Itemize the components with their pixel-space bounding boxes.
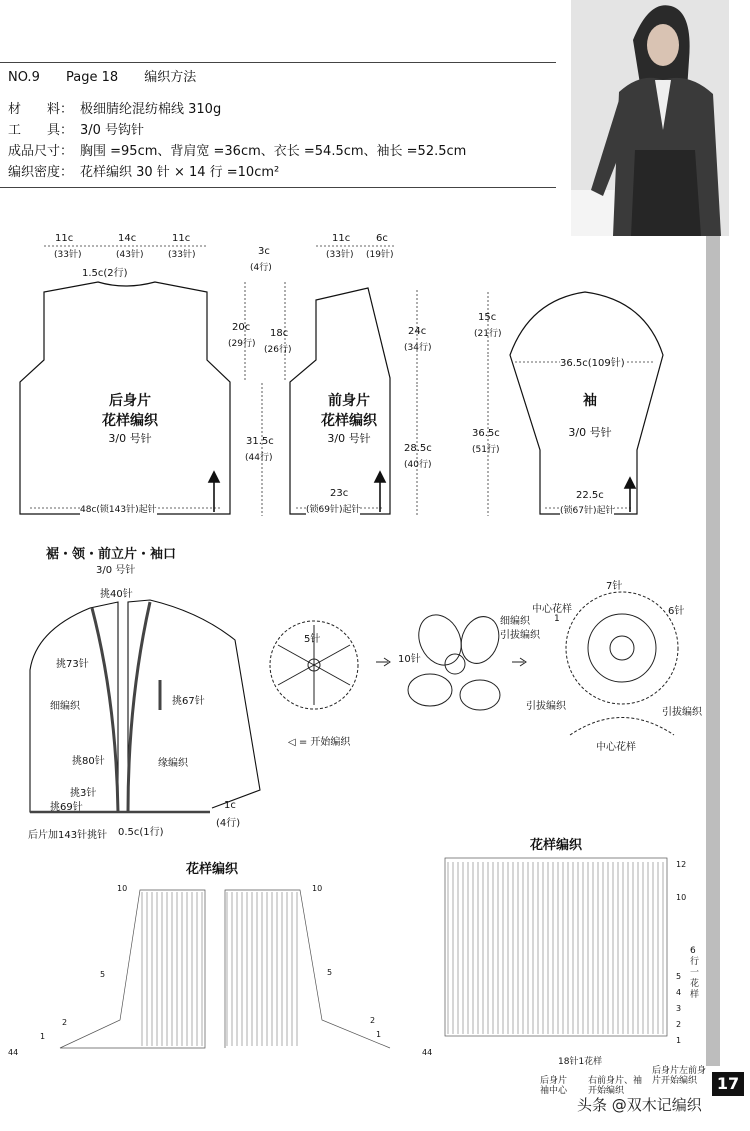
chart-right-back-start: 后身片左前身片开始编织 [652,1066,707,1086]
front-armhole-rows: (26行) [264,345,292,355]
back-body: 31.5c [246,436,274,447]
chart-right-row-3: 3 [676,1004,682,1013]
flower-center-bottom: 中心花样 [596,742,636,753]
chart-right-row-4: 4 [676,988,682,997]
edging-pick-40: 挑40针 [100,589,133,600]
flower-slip-right: 引拔编织 [662,707,702,718]
back-dim-3: 11c [172,233,191,244]
chart-right-row-2: 2 [676,1020,682,1029]
flower-slip: 引拔编织 [500,630,540,641]
back-armhole-rows: (29行) [228,339,256,349]
spec-material: 材 料： 极细腈纶混纺棉线 310g [8,102,222,117]
section-title: 编织方法 [144,70,197,85]
front-bottom: 23c [330,488,349,499]
chart-mid-row-1: 1 [376,1030,382,1039]
sleeve-bottom-sts: (锁67针)起针 [560,503,614,516]
back-dim-1: 11c [55,233,74,244]
back-dim-2: 14c [118,233,137,244]
chart-right-front-start: 右前身片、袖开始编织 [588,1076,643,1096]
back-armhole: 20c [232,322,251,333]
flower-legend: ◁ = 开始编织 [288,737,351,748]
sleeve-label: 袖 3/0 号针 [568,393,612,439]
sleeve-cap: 15c [478,312,497,323]
back-sts-2: (43针) [116,250,144,260]
chart-left-row-2: 2 [62,1018,68,1027]
front-body: 28.5c [404,443,432,454]
back-sts-3: (33针) [168,250,196,260]
edging-4-rows: (4行) [216,818,241,829]
edging-half-cm: 0.5c(1行) [118,827,164,838]
chart-left-row-1: 1 [40,1032,46,1041]
edging-title: 裾・领・前立片・袖口 [46,547,177,562]
flower-6-sts: 6针 [668,606,685,617]
flower-5-sts: 5针 [304,634,321,645]
sleeve-length-rows: (51行) [472,445,500,455]
edging-pick-67: 挑67针 [172,696,205,707]
back-body-rows: (44行) [245,453,273,463]
chart-mid-row-2: 2 [370,1016,376,1025]
chart-right-title: 花样编织 [530,838,583,853]
flower-7-sts: 7针 [606,581,623,592]
spec-gauge: 编织密度： 花样编织 30 针 × 14 行 =10cm² [8,165,280,180]
chart-left-title: 花样编织 [186,862,239,877]
chart-left-row-44: 44 [8,1048,19,1057]
front-neck-rows: (34行) [404,343,432,353]
front-neck: 24c [408,326,427,337]
front-body-rows: (40行) [404,460,432,470]
edging-pick-69: 挑69针 [50,802,83,813]
chart-left-row-10: 10 [117,884,128,893]
chart-right-row-5: 5 [676,972,682,981]
edging-sc: 细编织 [50,701,80,712]
edging-pick-3: 挑3针 [70,788,97,799]
back-sts-1: (33针) [54,250,82,260]
edging-pick-80: 挑80针 [72,756,105,767]
front-shoulder: 3c [258,246,270,257]
edging-1c: 1c [224,800,236,811]
front-sts-2: (19针) [366,250,394,260]
chart-right-row-10: 10 [676,893,687,902]
chart-mid-row-10: 10 [312,884,323,893]
edging-back-143: 后片加143针挑针 [28,830,108,841]
front-shoulder-rows: (4行) [250,263,272,273]
sleeve-bottom: 22.5c [576,490,604,501]
flower-slip-left: 引拔编织 [526,701,566,712]
spec-tool: 工 具： 3/0 号钩针 [8,123,145,138]
front-armhole: 18c [270,328,289,339]
chart-right-row-1: 1 [676,1036,682,1045]
edging-border: 缘编织 [158,758,188,769]
front-bottom-sts: (锁69针)起针 [306,502,360,515]
sleeve-width: 36.5c(109针) [560,354,625,369]
front-piece-label: 前身片 花样编织 3/0 号针 [321,393,377,445]
chart-right-repeat: 6行一花样 [690,946,700,1000]
flower-center: 中心花样 [532,604,572,615]
chart-right-row-12: 12 [676,860,687,869]
page-number: 17 [712,1072,744,1096]
sleeve-length: 36.5c [472,428,500,439]
watermark: 头条 @双木记编织 [577,1096,702,1114]
flower-sc: 细编织 [500,616,530,627]
page-ref: Page 18 [65,70,119,85]
edging-needle: 3/0 号针 [96,565,136,576]
spec-size: 成品尺寸： 胸围 =95cm、背肩宽 =36cm、衣长 =54.5cm、袖长 =52.5cm [8,144,467,159]
front-sts-1: (33针) [326,250,354,260]
back-neck-drop: 1.5c(2行) [82,268,128,279]
front-dim-2: 6c [376,233,388,244]
chart-right-back-center: 后身片袖中心 [540,1076,568,1096]
front-dim-1: 11c [332,233,351,244]
sleeve-cap-rows: (21行) [474,329,502,339]
chart-right-repeat-sts: 18针1花样 [558,1054,602,1067]
back-bottom: 48c(锁143针)起针 [80,502,157,515]
chart-left-row-5: 5 [100,970,106,979]
chart-left-outline [60,890,390,1048]
chart-mid-row-5: 5 [327,968,333,977]
pattern-number: NO.9 [8,70,40,85]
flower-start-1: 1 [554,614,560,624]
back-piece-label: 后身片 花样编织 3/0 号针 [102,393,158,445]
flower-10-sts: 10针 [398,654,421,665]
chart-mid-row-44: 44 [422,1048,433,1057]
edging-pick-73: 挑73针 [56,659,89,670]
